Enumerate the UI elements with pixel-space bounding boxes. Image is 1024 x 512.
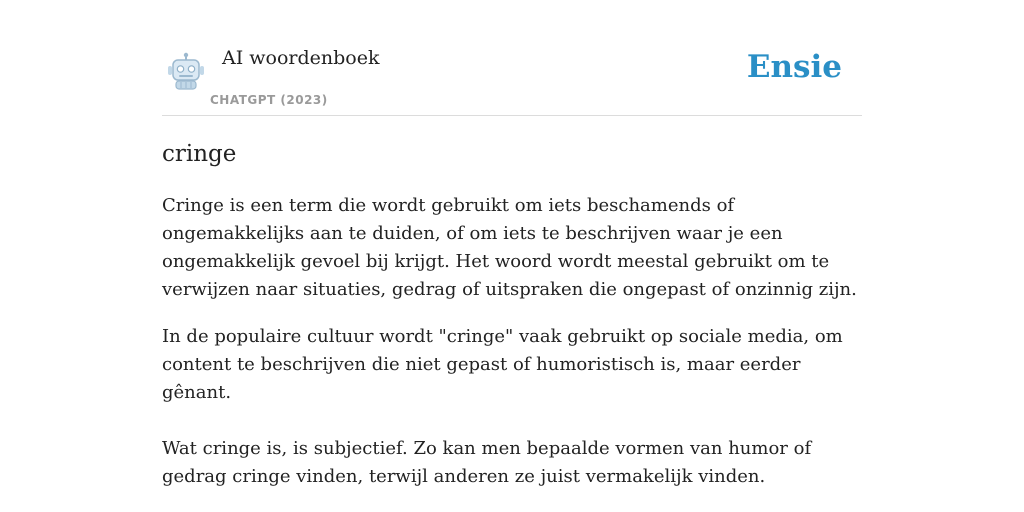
entry-term: cringe	[162, 141, 237, 167]
source-subtitle: CHATGPT (2023)	[210, 93, 328, 107]
definition-paragraph: Cringe is een term die wordt gebruikt om iets beschamends of ongemakkelijks aan te duiden, of om iets te beschrijven waar je een ongemakkelijk gevoel bij krijgt. Het woord wordt meestal gebruikt om te verwijzen naar situaties, gedrag of uitspraken die ongepast of onzinnig zijn.	[162, 195, 857, 300]
definition-paragraph: Wat cringe is, is subjectief. Zo kan men bepaalde vormen van humor of gedrag cringe vinden, terwijl anderen ze juist vermakelijk vinden.	[162, 438, 812, 487]
entry-definition	[162, 192, 862, 491]
robot-icon	[166, 52, 206, 92]
entry-header	[162, 40, 862, 116]
definition-paragraph: In de populaire cultuur wordt "cringe" vaak gebruikt op sociale media, om content te beschrijven die niet gepast of humoristisch is, maar eerder gênant.	[162, 326, 843, 403]
brand-logo-link[interactable]: Ensie	[746, 49, 842, 85]
source-title[interactable]: AI woordenboek	[222, 47, 380, 69]
